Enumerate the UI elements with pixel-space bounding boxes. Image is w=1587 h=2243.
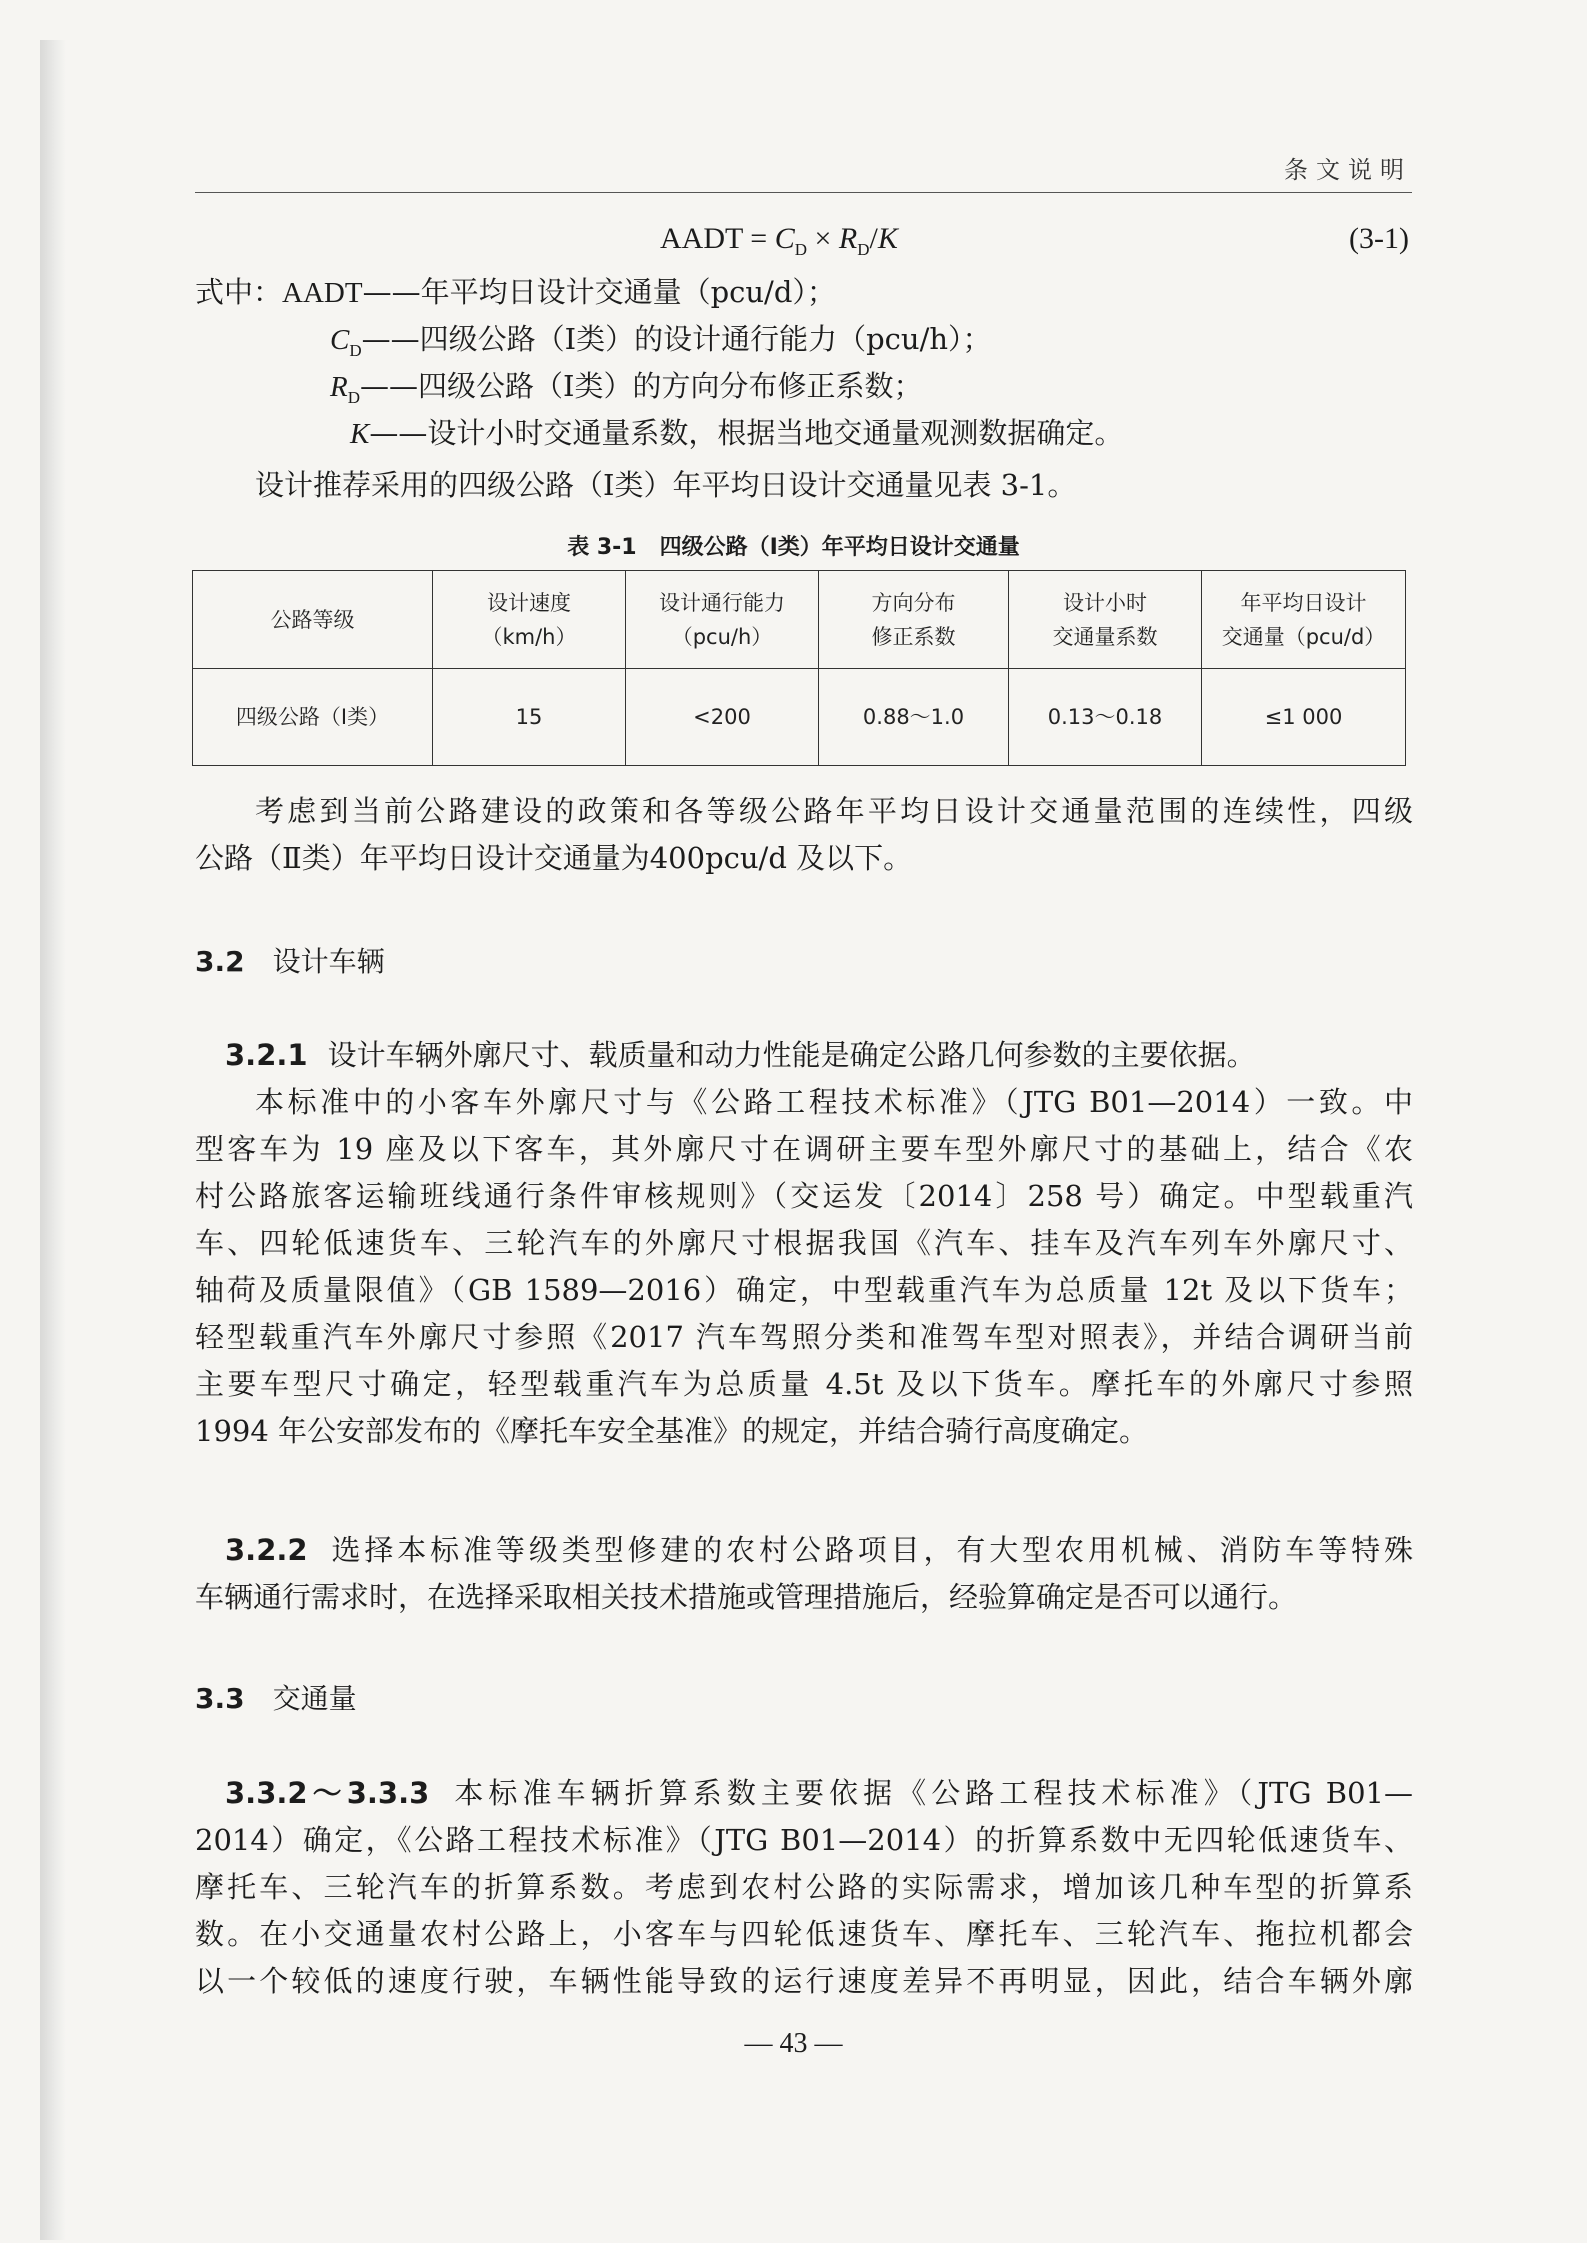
section-3-3-heading: 3.3 交通量 bbox=[195, 1682, 357, 1715]
table-row bbox=[193, 669, 1406, 766]
th-road-grade: 公路等级 bbox=[193, 571, 433, 669]
th-direction-factor: 方向分布 修正系数 bbox=[819, 571, 1009, 669]
def-cd: $C_D——$四级公路（Ⅰ类）的设计通行能力（pcu/h）； bbox=[330, 322, 992, 360]
th-design-speed: 设计速度 （km/h） bbox=[433, 571, 626, 669]
table-cell: 0.13～0.18 bbox=[1009, 669, 1202, 766]
table-cell: 0.88～1.0 bbox=[819, 669, 1009, 766]
page-number: — 43 — bbox=[744, 2028, 843, 2059]
clause-3-3-2: 3.3.2～3.3.3 本标准车辆折算系数主要依据《公路工程技术标准》（JTG B01— 2014）确定，《公路工程技术标准》（JTG B01—2014）的折算系数中无四轮低速货车、 摩托车、三轮汽车的折算系数。考虑到农村公路的实际需求，增加该几种车型的折算系 数。在小交通量农村公路上，小客车与四轮低速货车、摩托车、三轮汽车、拖拉机都会 以一个较低的速度行驶，车辆性能导致的运行速度差异不再明显，因此，结合车辆外廓 bbox=[195, 1776, 1413, 1998]
formula-times: × bbox=[814, 222, 832, 255]
formula-lhs: AADT bbox=[660, 222, 743, 255]
formula-3-1 bbox=[660, 222, 898, 260]
def-rd: $R_D——$四级公路（Ⅰ类）的方向分布修正系数； bbox=[330, 369, 923, 407]
table-header-row bbox=[193, 571, 1406, 669]
formula-c: $C_D$ bbox=[774, 222, 807, 259]
formula-k: K bbox=[877, 222, 898, 255]
table-cell: 四级公路（Ⅰ类） bbox=[193, 669, 433, 766]
para-consider: 考虑到当前公路建设的政策和各等级公路年平均日设计交通量范围的连续性，四级 公路（Ⅱ类）年平均日设计交通量为400pcu/d 及以下。 bbox=[195, 794, 1413, 875]
table-caption: 表 3-1 四级公路（Ⅰ类）年平均日设计交通量 bbox=[567, 535, 1020, 560]
table-cell: ≤1 000 bbox=[1202, 669, 1406, 766]
equation-number: (3-1) bbox=[1349, 222, 1409, 255]
section-3-2-heading: 3.2 设计车辆 bbox=[195, 945, 385, 978]
clause-3-2-1: 3.2.1 设计车辆外廓尺寸、载质量和动力性能是确定公路几何参数的主要依据。 本标准中的小客车外廓尺寸与《公路工程技术标准》（JTG B01—2014）一致。中 型客车为 19 座及以下客车，其外廓尺寸在调研主要车型外廓尺寸的基础上，结合《农 村公路旅客运输班线通行条件审核规则》（交运发〔2014〕258 号）确定。中型载重汽 车、四轮低速货车、三轮汽车的外廓尺寸根据我国《汽车、挂车及汽车列车外廓尺寸、 轴荷及质量限值》（GB 1589—2016）确定，中型载重汽车为总质量 12t 及以下货车； 轻型载重汽车外廓尺寸参照《2017 汽车驾照分类和准驾车型对照表》，并结合调研当前 主要车型尺寸确定，轻型载重汽车为总质量 4.5t 及以下货车。摩托车的外廓尺寸参照 1994 年公安部发布的《摩托车安全基准》的规定，并结合骑行高度确定。 bbox=[195, 1038, 1413, 1448]
def-aadt: 式中：AADT——年平均日设计交通量（pcu/d）； bbox=[195, 275, 836, 309]
th-hour-factor: 设计小时 交通量系数 bbox=[1009, 571, 1202, 669]
th-capacity: 设计通行能力 （pcu/h） bbox=[626, 571, 819, 669]
running-header: 条文说明 bbox=[1284, 156, 1412, 184]
intro-text: 设计推荐采用的四级公路（Ⅰ类）年平均日设计交通量见表 3-1。 bbox=[255, 468, 1077, 502]
formula-equals: = bbox=[750, 222, 768, 255]
th-aadt: 年平均日设计 交通量（pcu/d） bbox=[1202, 571, 1406, 669]
formula-r: $R_D$ bbox=[838, 222, 870, 259]
formula-divide: / bbox=[869, 222, 878, 255]
table-cell: 15 bbox=[433, 669, 626, 766]
def-k: K——设计小时交通量系数，根据当地交通量观测数据确定。 bbox=[350, 416, 1124, 450]
table-cell: <200 bbox=[626, 669, 819, 766]
page-binding-shadow bbox=[40, 40, 66, 2240]
header-rule bbox=[195, 192, 1412, 193]
clause-3-2-2: 3.2.2 选择本标准等级类型修建的农村公路项目，有大型农用机械、消防车等特殊 车辆通行需求时，在选择采取相关技术措施或管理措施后，经验算确定是否可以通行。 bbox=[195, 1533, 1413, 1614]
aadt-table bbox=[192, 570, 1406, 766]
